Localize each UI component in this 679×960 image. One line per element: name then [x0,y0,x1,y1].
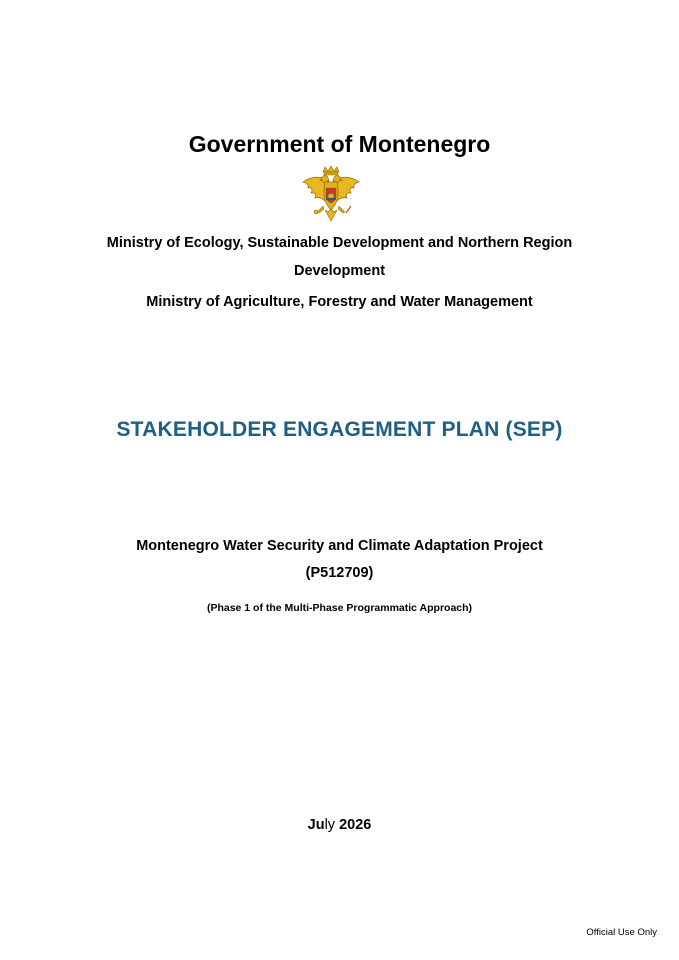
ministry-ecology: Ministry of Ecology, Sustainable Development and Northern Region [106,235,573,251]
ministry-agriculture: Ministry of Agriculture, Forestry and Water Management [146,294,533,310]
ministry-ecology-continued: Development [293,263,386,279]
classification-footer: Official Use Only [586,927,657,938]
date-part-3: 2026 [335,817,372,833]
project-name: Montenegro Water Security and Climate Adaptation Project [136,538,543,554]
date-part-2: ly [324,817,336,833]
montenegro-coat-of-arms-icon [299,166,363,228]
phase-note: (Phase 1 of the Multi-Phase Programmatic Approach) [206,602,473,614]
project-id: (P512709) [305,565,374,581]
date-part-1: Ju [307,817,325,833]
document-title: STAKEHOLDER ENGAGEMENT PLAN (SEP) [116,418,563,441]
government-title: Government of Montenegro [188,131,491,157]
document-date [0,815,679,835]
